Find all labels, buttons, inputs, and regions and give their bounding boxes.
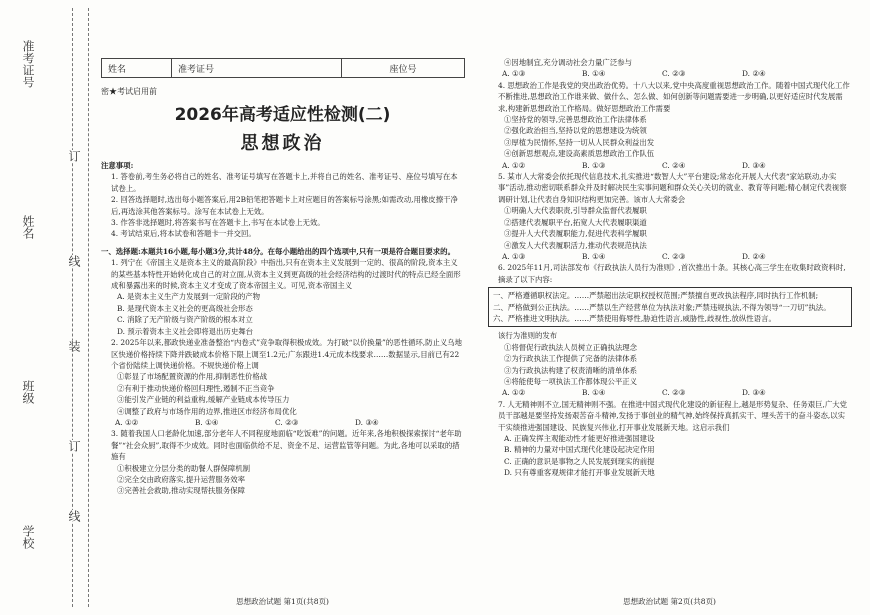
q4-item: ②强化政治担当,坚持以党的思想建设为统领 (504, 126, 647, 136)
q6-quote-box (488, 287, 852, 327)
q3-item: ③完善社会救助,推动实现帮扶服务保障 (117, 486, 245, 496)
q1-option: C. 消除了无产阶级与资产阶级的根本对立 (117, 315, 253, 325)
note-item: 4. 考试结束后,将本试卷和答题卡一并交回。 (111, 229, 256, 239)
q3-option: A. ①③ (502, 69, 526, 79)
question-2-stem: 2. 2025年以来,都政快递业准备整治“内卷式”竞争取得积极成效。为打破“以价换量”的恶性循环,防止义乌地区快递价格持续下降并跌破成本价格下限上调至1.2元;广东跟进1.4元成本线要求……数据显示,目前已有22个省份陆续上调快递价格。不规快递价格上调 (111, 338, 463, 370)
note-item: 2. 回答选择题时,选出每小题答案后,用2B铅笔把答题卡上对应题目的答案标号涂黑;如需改动,用橡皮擦干净后,再选涂其他答案标号。涂写在本试卷上无效。 (111, 195, 458, 216)
question-7-stem: 7. 人无精神则不立,国无精神则不强。在推进中国式现代化建设的新征程上,越是形势复杂、任务艰巨,广大党员干部越是要坚持发扬艰苦奋斗精神,发扬于事创业的精气神,始终保持真抓实干、埋头苦干的奋斗姿态,以实干实绩推进强国建设、民族复兴伟业,打开事业发展新天地。这启示我们 (498, 399, 848, 432)
q6-item: ④将能使每一项执法工作都体现公平正义 (504, 376, 638, 386)
q4-option: C. ②④ (662, 160, 686, 170)
question-4-stem: 4. 思想政治工作是我党的突出政治优势。十八大以来,党中央高度重视思想政治工作。随着中国式现代化工作不断推进,思想政治工作谁来做、做什么、怎么做、如何创新等问题需要进一步明确,以更好适应时代发展需求,构建新思想政治工作格局。做好思想政治工作需要 (498, 80, 850, 113)
q7-option: C. 正确的意识是事物之人民发展到现实的前提 (504, 456, 655, 466)
question-5-stem: 5. 某市人大常委会依托现代信息技术,扎实推进“数智人大”平台建设;常态化开展人大代表“家站联动,办实事”活动,推动密切联系群众并及时解决民生实事问题和群众关心关切的就业、教育等问题;精心制定代表视察调研计划,让代表自身知识结构更加完善。该市人大常委会 (498, 172, 847, 204)
q6-box-line: 一、严格遵循职权法定。……严禁超出法定职权授权范围;严禁擅自更改执法程序,同时执行工作机制; (493, 291, 819, 301)
question-3-stem: 3. 随着我国人口老龄化加速,部分老年人不同程度地面临“吃饭难”的问题。近年来,各地积极探索探讨“老年助餐”“社会众厨”,取得不少成效。同时也面临供给不足、资金不足、运营监管等问题。为此,各地可以采取的措施有 (111, 429, 462, 462)
q5-option: B. ①④ (582, 251, 606, 261)
q2-option: B. ①④ (195, 417, 219, 427)
binding-margin (0, 0, 92, 615)
question-6-stem: 6. 2025年11月,司法部发布《行政执法人员行为准则》,首次推出十条。其核心高三学生在收集时政资料时,摘录了以下内容: (498, 263, 846, 284)
exam-subject: 思想政治 (240, 133, 325, 154)
q4-item: ④创新思想观点,建设高素质思想政治工作队伍 (504, 149, 655, 159)
binding-mark: 订 (67, 440, 81, 452)
q5-item: ④激发人大代表履职活力,推动代表规范执法 (504, 240, 647, 250)
q6-item: ③为行政执法构建了权责清晰的清单体系 (504, 365, 638, 375)
q3-option: D. ②④ (742, 69, 766, 79)
q5-option: A. ①③ (502, 251, 526, 261)
right-body (488, 57, 852, 479)
q7-option: B. 精神的力量对中国式现代化建设起决定作用 (504, 445, 655, 455)
q3-item: ②完全交由政府落实,提升运营服务效率 (117, 474, 245, 484)
q7-option: D. 只有尊重客观规律才能打开事业发展新天地 (504, 468, 655, 478)
q2-option: D. ③④ (355, 417, 379, 427)
page-right (482, 0, 857, 615)
q3-option: C. ②③ (662, 69, 686, 79)
candidate-info-bar (101, 58, 465, 78)
q5-option: D. ②④ (742, 251, 766, 261)
q5-item: ②搭建代表履职平台,拓宽人大代表履职渠道 (504, 217, 647, 227)
q4-option: D. ③④ (742, 160, 766, 170)
info-field-seat: 座位号 (389, 65, 417, 75)
left-body (101, 160, 465, 497)
q3-item: ④因地制宜,充分调动社会力量广泛参与 (504, 58, 632, 67)
q4-item: ③厚植为民情怀,坚持一切从人民群众利益出发 (504, 137, 655, 147)
q6-option: C. ②③ (662, 388, 686, 398)
q1-option: B. 是现代资本主义社会的更高级社会形态 (117, 303, 253, 313)
q7-option: A. 正确发挥主观能动性才能更好推进强国建设 (504, 434, 655, 443)
q3-item: ①积极建立分层分类的助餐人群保障机制 (117, 463, 251, 473)
q6-option: B. ①④ (582, 388, 606, 398)
binding-label-class: 班级 (21, 380, 35, 404)
secret-mark: 密★考试启用前 (101, 87, 157, 96)
q2-item: ②有利于推动快递价格回归理性,遏制不正当竞争 (117, 383, 275, 393)
binding-mark: 装 (67, 340, 81, 352)
q6-item: ①将督促行政执法人员树立正确执法理念 (504, 342, 638, 352)
q6-box-line: 六、严格推进文明执法。……严禁使用侮辱性,胁迫性语言,威胁性,歧视性,放纵性语言。 (493, 313, 776, 323)
binding-mark: 线 (67, 255, 81, 267)
q4-option: A. ①② (502, 160, 526, 170)
binding-label-name: 姓名 (21, 215, 35, 239)
q6-option: D. ③④ (742, 388, 766, 398)
page-footer: 思想政治试题 第1页(共8页) (236, 597, 329, 606)
info-field-name: 姓名 (102, 59, 172, 77)
q6-options (488, 387, 852, 398)
binding-label-school: 学校 (21, 525, 35, 549)
binding-mark: 线 (67, 510, 81, 522)
q1-option: D. 预示着资本主义社会即将退出历史舞台 (117, 326, 254, 336)
q2-options (101, 417, 465, 428)
q5-option: C. ②③ (662, 251, 686, 261)
q2-item: ③能引发产业链的利益重构,缓解产业链成本传导压力 (117, 395, 290, 405)
binding-mark: 订 (67, 150, 81, 162)
page-left (95, 0, 470, 615)
exam-title: 2026年高考适应性检测(二) (174, 105, 391, 125)
q2-option: A. ①② (115, 417, 139, 427)
q5-options (488, 251, 852, 262)
note-item: 1. 答卷前,考生务必将自己的姓名、准考证号填写在答题卡上,并将自己的姓名、准考证号、座位号填写在本试卷上。 (111, 172, 458, 193)
binding-label-exam-number: 准考证号 (21, 40, 35, 88)
q6-item: ②为行政执法工作提供了完备的法律体系 (504, 354, 638, 364)
q3-option: B. ①④ (582, 69, 606, 79)
section-title: 一、选择题:本题共16小题,每小题3分,共计48分。在每小题给出的四个选项中,只有一项是符合题目要求的。 (101, 246, 455, 256)
notes-title: 注意事项: (101, 161, 134, 170)
q4-option: B. ①③ (582, 160, 606, 170)
binding-cut-line-inner (88, 8, 89, 607)
q2-item: ①彰显了市场配置资源的作用,抑制恶性价格战 (117, 372, 268, 382)
q2-item: ④调整了政府与市场作用的边界,推进区市经济布局优化 (117, 406, 297, 416)
q6-lead: 该行为准则的发布 (498, 331, 558, 341)
info-field-exam-number: 准考证号 (172, 59, 342, 77)
q4-options (488, 160, 852, 171)
q6-option: A. ①② (502, 388, 526, 398)
note-item: 3. 作答非选择题时,将答案书写在答题卡上,书写在本试卷上无效。 (111, 218, 325, 228)
q3-options (488, 68, 852, 79)
q6-box-line: 二、严格做到公正执法。……严禁以生产经营单位为执法对象;严禁违规执法,不得为领导“一刀切”执法。 (493, 302, 831, 312)
question-1-stem: 1. 列宁在《帝国主义是资本主义的最高阶段》中指出,只有在资本主义发展到一定的、很高的阶段,资本主义的某些基本特性开始转化成自己的对立面,从资本主义到更高级的社会经济结构的过渡时代的特点已经全面形成和暴露出来的时候,资本主义才变成了资本帝国主义。可见,资本帝国主义 (111, 258, 461, 291)
q4-item: ①坚持党的领导,完善思想政治工作法律体系 (504, 115, 647, 125)
q1-option: A. 是资本主义生产力发展到一定阶段的产物 (117, 292, 261, 302)
page-footer: 思想政治试题 第2页(共8页) (623, 597, 716, 606)
q5-item: ③提升人大代表履职能力,促进代表科学履职 (504, 229, 647, 239)
q5-item: ①明确人大代表职责,引导群众监督代表履职 (504, 206, 647, 216)
q2-option: C. ②③ (275, 417, 299, 427)
